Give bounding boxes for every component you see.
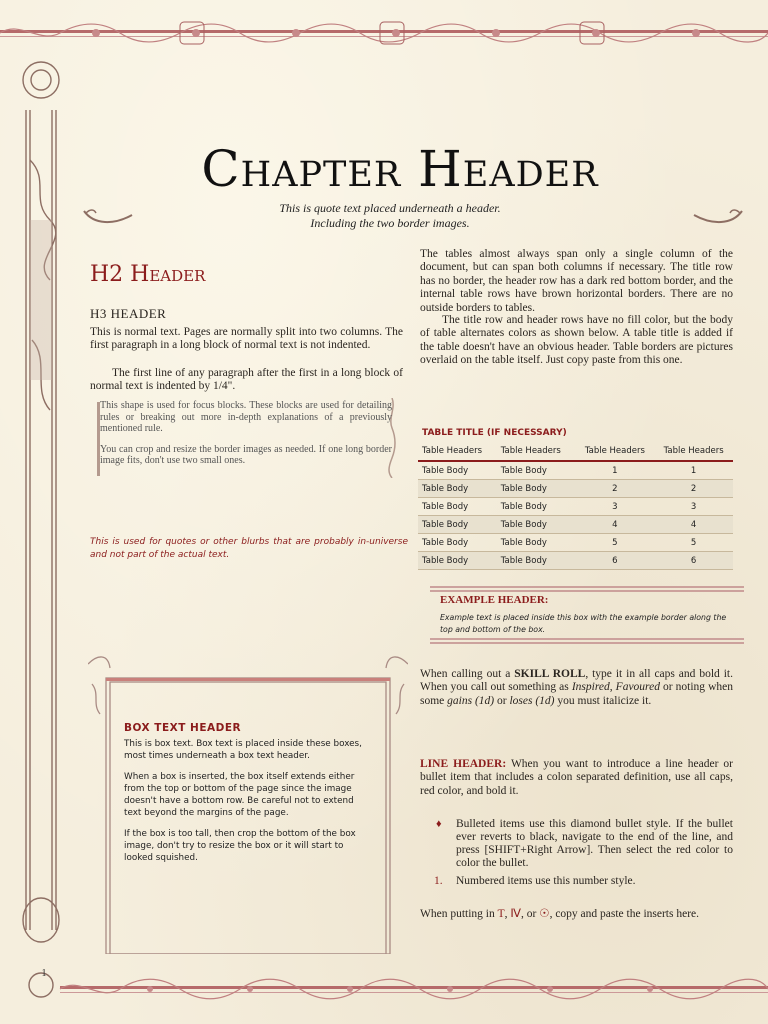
- focus-block-paragraph-1: This shape is used for focus blocks. These blocks are used for detailing rules or breaking out more in-depth explanations of a previously mentioned rule.: [100, 400, 392, 434]
- table-cell: Table Body: [497, 480, 576, 498]
- data-table: [418, 442, 733, 570]
- chapter-title: Chapter Header: [201, 140, 599, 198]
- top-border-ornament: [0, 0, 768, 60]
- table-header-cell: Table Headers: [497, 442, 576, 461]
- bottom-border-ornament: [0, 958, 768, 1024]
- list-number: 1.: [434, 875, 443, 887]
- table-cell: Table Body: [418, 516, 497, 534]
- skill-text-3: or noting when some: [420, 681, 734, 707]
- table-cell: Table Body: [497, 552, 576, 570]
- skill-text-2: , type it in all caps and bold it. When you call out something as: [420, 668, 733, 694]
- numbered-item: Numbered items use this number style.: [456, 875, 636, 887]
- inspired-example: Inspired: [571, 681, 610, 694]
- chapter-quote-line-1: This is quote text placed underneath a header.: [279, 201, 501, 215]
- skill-text-4: you must italicize it.: [554, 694, 652, 707]
- chapter-quote-line-2: Including the two border images.: [310, 216, 470, 230]
- inserts-sep-1: ,: [504, 908, 511, 920]
- table-cell: Table Body: [418, 461, 497, 480]
- table-cell: 1: [576, 461, 655, 480]
- table-row: [418, 480, 733, 498]
- box-text-paragraph-1: This is box text. Box text is placed inside these boxes, most times underneath a box text header.: [124, 739, 362, 762]
- line-header-text: When you want to introduce a line header or bullet item that includes a colon separated definition, use all caps, red color, and bold it.: [420, 758, 733, 797]
- skill-comma: ,: [609, 681, 616, 694]
- inserts-text-1: When putting in: [420, 908, 498, 920]
- skill-or: or: [494, 694, 510, 707]
- box-text-paragraph-3: If the box is too tall, then crop the bottom of the box image, don't try to resize the box or it will start to looked squished.: [124, 828, 356, 864]
- loses-example: loses (1d): [509, 694, 555, 707]
- table-cell: Table Body: [497, 461, 576, 480]
- table-cell: Table Body: [418, 498, 497, 516]
- right-paragraph-2: The title row and header rows have no fill color, but the body of table alternates colors as shown below. A table title is added if the table doesn't have an obvious header. Table borders are pictures overlaid on the table itself. Just copy paste from this one.: [420, 314, 733, 367]
- skill-text-1: When calling out a: [420, 668, 515, 680]
- table-cell: Table Body: [418, 534, 497, 552]
- bulleted-item: Bulleted items use this diamond bullet style. If the bullet ever reverts to black, navigate to the end of the line, and press [SHIFT+Right Arrow]. Then select the red color to color the bullet.: [456, 818, 733, 869]
- diamond-bullet-icon: ♦: [436, 818, 442, 830]
- in-universe-quote: This is used for quotes or other blurbs that are probably in-universe and not part of the actual text.: [90, 537, 408, 560]
- table-cell: 4: [654, 516, 733, 534]
- page-number: 1: [41, 968, 47, 979]
- table-cell: Table Body: [497, 516, 576, 534]
- inserts-text-2: , copy and paste the inserts here.: [549, 908, 700, 920]
- table-row: [418, 498, 733, 516]
- tengwar-insert-icon: Ƭ: [497, 908, 505, 920]
- table-cell: Table Body: [497, 534, 576, 552]
- table-cell: 3: [576, 498, 655, 516]
- table-header-cell: Table Headers: [418, 442, 497, 461]
- table-cell: 6: [654, 552, 733, 570]
- table-row: [418, 534, 733, 552]
- table-cell: 1: [654, 461, 733, 480]
- h3-header: H3 HEADER: [90, 306, 167, 321]
- left-pillar-ornament: [10, 40, 72, 1015]
- example-text: Example text is placed inside this box with the example border along the top and bottom of the box.: [440, 613, 727, 634]
- table-cell: Table Body: [418, 480, 497, 498]
- gains-example: gains (1d): [447, 694, 495, 707]
- table-cell: 6: [576, 552, 655, 570]
- inserts-sep-2: , or: [521, 908, 540, 920]
- line-header-label: LINE HEADER:: [420, 758, 507, 770]
- quote-left-flourish: [80, 205, 136, 229]
- table-cell: 2: [654, 480, 733, 498]
- focus-block-paragraph-2: You can crop and resize the border images as needed. If one long border image fits, don't use two small ones.: [100, 443, 392, 466]
- skill-roll-example: SKILL ROLL: [514, 668, 586, 680]
- box-text-paragraph-2: When a box is inserted, the box itself extends either from the top or bottom of the page since the image doesn't have a bottom row. Be careful not to extend text beyond the margins of the page.: [124, 771, 355, 819]
- focus-block: [100, 400, 392, 476]
- skill-roll-paragraph: [420, 668, 733, 708]
- table-cell: 3: [654, 498, 733, 516]
- eye-insert-icon: ☉: [539, 908, 550, 920]
- quote-right-flourish: [690, 205, 746, 229]
- table-row: [418, 552, 733, 570]
- table-row: [418, 461, 733, 480]
- table-cell: 5: [576, 534, 655, 552]
- table-cell: 2: [576, 480, 655, 498]
- h2-header: H2 Header: [90, 262, 206, 287]
- line-header-paragraph: [420, 758, 733, 798]
- box-text-header: BOX TEXT HEADER: [124, 722, 242, 734]
- table-cell: Table Body: [497, 498, 576, 516]
- normal-paragraph-1: This is normal text. Pages are normally split into two columns. The first paragraph in a long block of normal text is not indented.: [90, 326, 403, 352]
- rune-insert-icon: Ⅳ: [510, 908, 522, 920]
- table-header-cell: Table Headers: [654, 442, 733, 461]
- inserts-paragraph: [420, 908, 733, 921]
- table-row: [418, 516, 733, 534]
- table-header-cell: Table Headers: [576, 442, 655, 461]
- table-title: TABLE TITLE (IF NECESSARY): [422, 428, 567, 438]
- example-header: EXAMPLE HEADER:: [440, 594, 549, 606]
- table-cell: 4: [576, 516, 655, 534]
- normal-paragraph-2: The first line of any paragraph after the first in a long block of normal text is indented by 1/4".: [90, 367, 403, 393]
- table-cell: Table Body: [418, 552, 497, 570]
- favoured-example: Favoured: [615, 681, 660, 694]
- right-paragraph-1: The tables almost always span only a single column of the document, but can span both columns if necessary. The title row has no border, the header row has a dark red bottom border, and the internal table rows have brown horizontal borders. There are no outside borders to tables.: [420, 248, 733, 314]
- table-header-row: [418, 442, 733, 461]
- box-text-body: [124, 738, 370, 873]
- table-cell: 5: [654, 534, 733, 552]
